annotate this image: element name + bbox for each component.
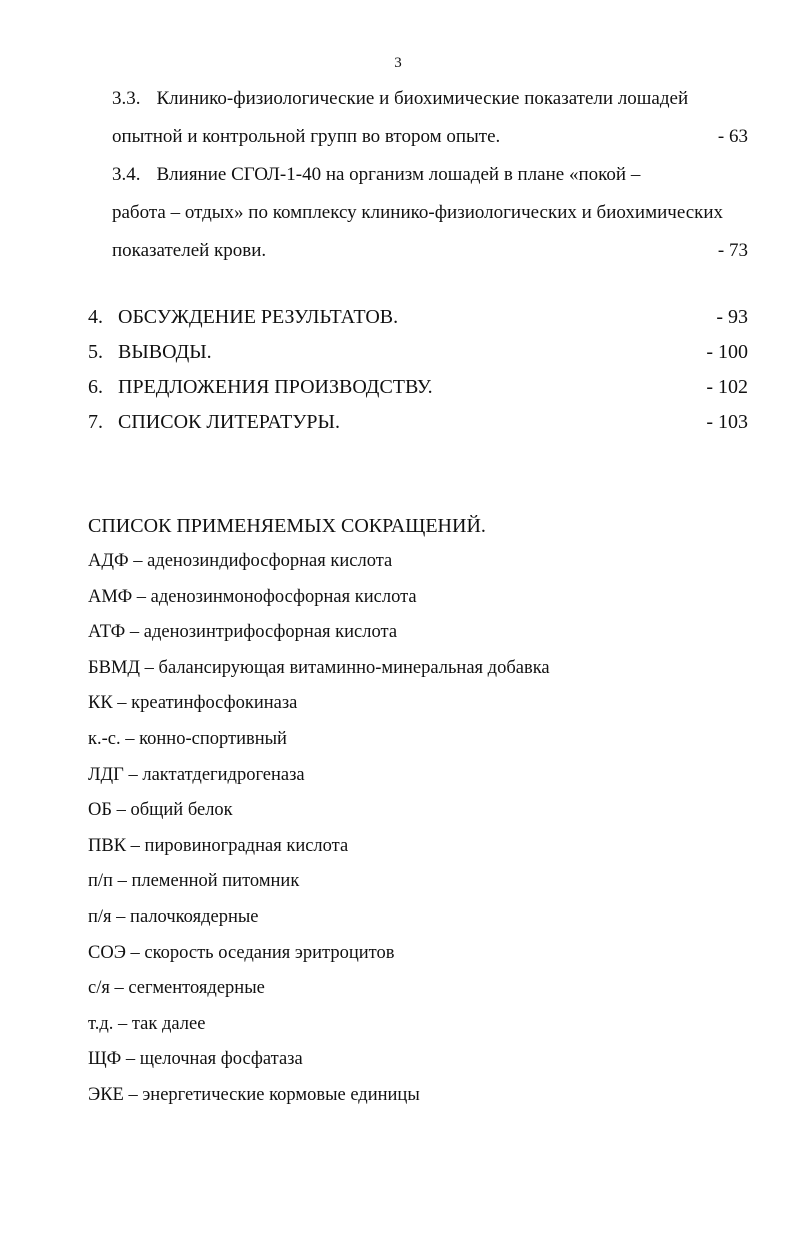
page-number: 3 [394,55,402,71]
abbreviations-list [88,508,748,1114]
abbreviation-item: АМФ – аденозинмонофосфорная кислота [88,586,417,607]
chapter-number: 5. [88,341,103,363]
subsection-title-line: Влияние СГОЛ-1-40 на организм лошадей в плане «покой – [156,164,641,185]
abbreviation-item: СОЭ – скорость оседания эритроцитов [88,942,395,963]
abbreviation-item: с/я – сегментоядерные [88,978,265,999]
table-of-contents [0,80,796,440]
chapter-number: 7. [88,411,103,433]
page-reference: - 100 [706,341,748,363]
abbreviation-item: БВМД – балансирующая витаминно-минеральная добавка [88,657,550,678]
abbreviation-item: АТФ – аденозинтрифосфорная кислота [88,622,398,643]
subsection-number: 3.4. [112,164,141,185]
page-reference: - 73 [717,240,748,261]
page-reference: - 63 [717,126,748,147]
abbreviation-item: п/я – палочкоядерные [88,906,259,927]
page-reference: - 103 [706,411,748,433]
abbreviation-item: ПВК – пировиноградная кислота [88,835,349,856]
toc-chapter-7 [88,405,748,440]
subsection-title-line: показателей крови. [112,240,267,261]
abbreviation-item: АДФ – аденозиндифосфорная кислота [88,551,393,571]
abbreviation-item: ОБ – общий белок [88,800,233,821]
chapter-title: ПРЕДЛОЖЕНИЯ ПРОИЗВОДСТВУ. [118,376,433,398]
abbreviation-item: ЩФ – щелочная фосфатаза [88,1049,303,1070]
subsection-title-line: опытной и контрольной групп во втором опыте. [112,126,501,147]
toc-chapter-4 [88,300,748,335]
abbreviation-item: к.-с. – конно-спортивный [88,728,287,749]
abbreviation-item: т.д. – так далее [88,1013,206,1034]
subsection-title-line: Клинико-физиологические и биохимические показатели лошадей [156,88,689,109]
chapter-title: ОБСУЖДЕНИЕ РЕЗУЛЬТАТОВ. [118,306,399,328]
toc-subsection-3-4 [112,156,748,270]
subsection-number: 3.3. [112,88,141,109]
abbreviation-item: ЛДГ – лактатдегидрогеназа [88,764,305,785]
toc-chapter-5 [88,335,748,370]
toc-chapter-6 [88,370,748,405]
abbreviations-heading: СПИСОК ПРИМЕНЯЕМЫХ СОКРАЩЕНИЙ. [88,515,486,537]
abbreviation-item: п/п – племенной питомник [88,871,300,892]
chapter-number: 6. [88,376,103,398]
page-reference: - 93 [716,306,748,328]
chapter-number: 4. [88,306,103,328]
abbreviation-item: ЭКЕ – энергетические кормовые единицы [88,1084,420,1105]
subsection-title-line: работа – отдых» по комплексу клинико-физиологических и биохимических [112,202,724,223]
chapter-title: СПИСОК ЛИТЕРАТУРЫ. [118,411,340,433]
chapter-title: ВЫВОДЫ. [118,341,212,363]
page-reference: - 102 [706,376,748,398]
toc-subsection-3-3 [112,80,748,156]
abbreviation-item: КК – креатинфосфокиназа [88,693,298,714]
